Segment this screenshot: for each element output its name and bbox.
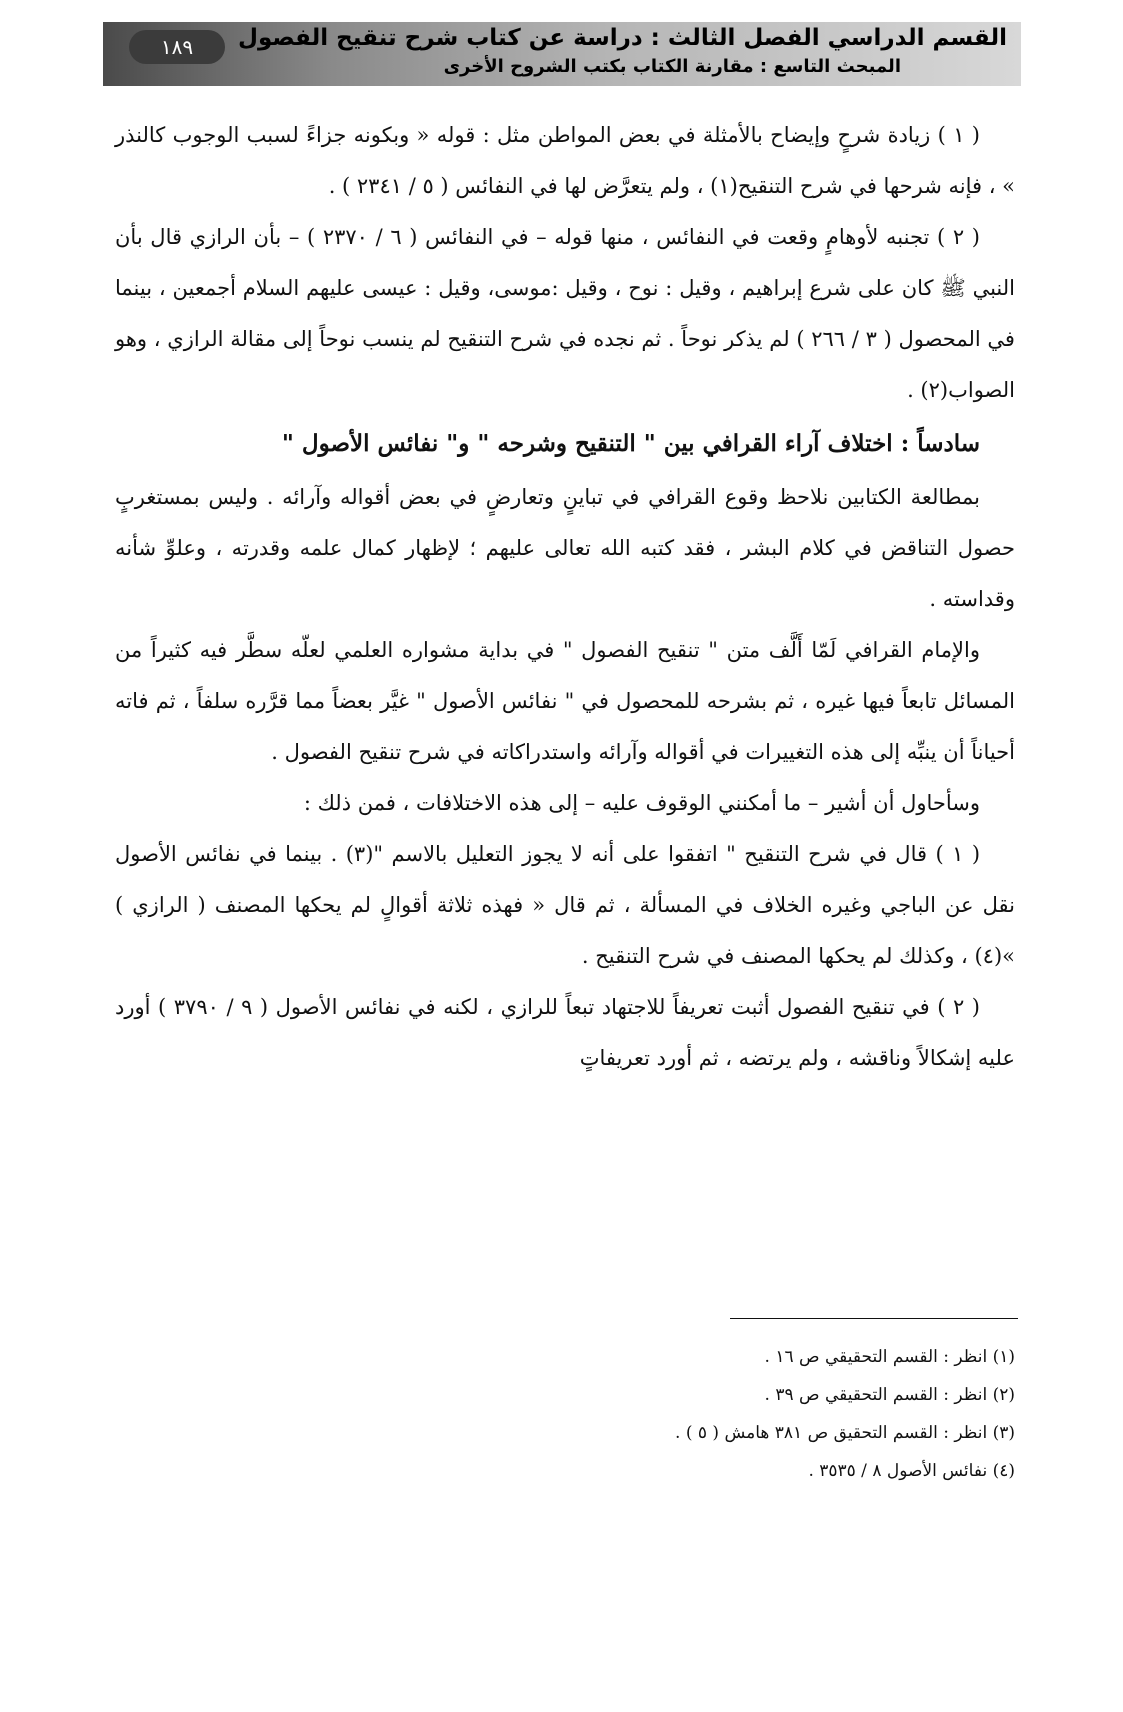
footnote-1: (١) انظر : القسم التحقيقي ص ١٦ . (764, 1347, 1015, 1367)
running-header (103, 22, 1021, 86)
main-text (115, 110, 1015, 1084)
footnote-2: (٢) انظر : القسم التحقيقي ص ٣٩ . (764, 1385, 1015, 1405)
paragraph-6: ( ١ ) قال في شرح التنقيح " اتفقوا على أنه لا يجوز التعليل بالاسم "(٣) . بينما في نفائس الأصول نقل عن الباجي وغيره الخلاف في المسألة ، ثم قال « فهذه ثلاثة أقوالٍ لم يحكها المصنف ( الرازي ) »(٤) ، وكذلك لم يحكها المصنف في شرح التنقيح . (115, 842, 1015, 968)
paragraph-5: وسأحاول أن أشير – ما أمكنني الوقوف عليه – إلى هذه الاختلافات ، فمن ذلك : (303, 791, 980, 815)
footnotes (200, 1338, 1015, 1490)
section-heading: سادساً : اختلاف آراء القرافي بين " التنقيح وشرحه " و" نفائس الأصول " (281, 430, 980, 457)
header-title: القسم الدراسي الفصل الثالث : دراسة عن كتاب شرح تنقيح الفصول (238, 25, 1007, 51)
header-subtitle: المبحث التاسع : مقارنة الكتاب بكتب الشروح الأخرى (443, 56, 901, 77)
paragraph-4: والإمام القرافي لَمّا أَلَّف متن " تنقيح الفصول " في بداية مشواره العلمي لعلّه سطَّر فيه كثيراً من المسائل تابعاً فيها غيره ، ثم بشرحه للمحصول في " نفائس الأصول " غيَّر بعضاً مما قرَّره سلفاً ، ثم فاته أحياناً أن ينبِّه إلى هذه التغييرات في أقواله وآرائه واستدراكاته في شرح تنقيح الفصول . (115, 638, 1015, 764)
paragraph-1: ( ١ ) زيادة شرحٍ وإيضاح بالأمثلة في بعض المواطن مثل : قوله « وبكونه جزاءً لسبب الوجوب كالنذر » ، فإنه شرحها في شرح التنقيح(١) ، ولم يتعرَّض لها في النفائس ( ٥ / ٢٣٤١ ) . (115, 123, 1015, 198)
footnote-4: (٤) نفائس الأصول ٨ / ٣٥٣٥ . (808, 1461, 1015, 1481)
footnote-separator (730, 1318, 1018, 1319)
paragraph-7: ( ٢ ) في تنقيح الفصول أثبت تعريفاً للاجتهاد تبعاً للرازي ، لكنه في نفائس الأصول ( ٩ / ٣٧٩٠ ) أورد عليه إشكالاً وناقشه ، ولم يرتضه ، ثم أورد تعريفاتٍ (115, 995, 1015, 1070)
paragraph-2: ( ٢ ) تجنبه لأوهامٍ وقعت في النفائس ، منها قوله – في النفائس ( ٦ / ٢٣٧٠ ) – بأن الرازي قال بأن النبي ﷺ كان على شرع إبراهيم ، وقيل : نوح ، وقيل :موسى، وقيل : عيسى عليهم السلام أجمعين ، بينما في المحصول ( ٣ / ٢٦٦ ) لم يذكر نوحاً . ثم نجده في شرح التنقيح لم ينسب نوحاً إلى مقالة الرازي ، وهو الصواب(٢) . (115, 225, 1015, 402)
footnote-3: (٣) انظر : القسم التحقيق ص ٣٨١ هامش ( ٥ ) . (675, 1423, 1015, 1443)
paragraph-3: بمطالعة الكتابين نلاحظ وقوع القرافي في تباينٍ وتعارضٍ في بعض أقواله وآرائه . وليس بمستغربٍ حصول التناقض في كلام البشر ، فقد كتبه الله تعالى عليهم ؛ لإظهار كمال علمه وقدرته ، وعلوِّ شأنه وقداسته . (115, 485, 1015, 611)
page-number: ١٨٩ (129, 30, 225, 64)
